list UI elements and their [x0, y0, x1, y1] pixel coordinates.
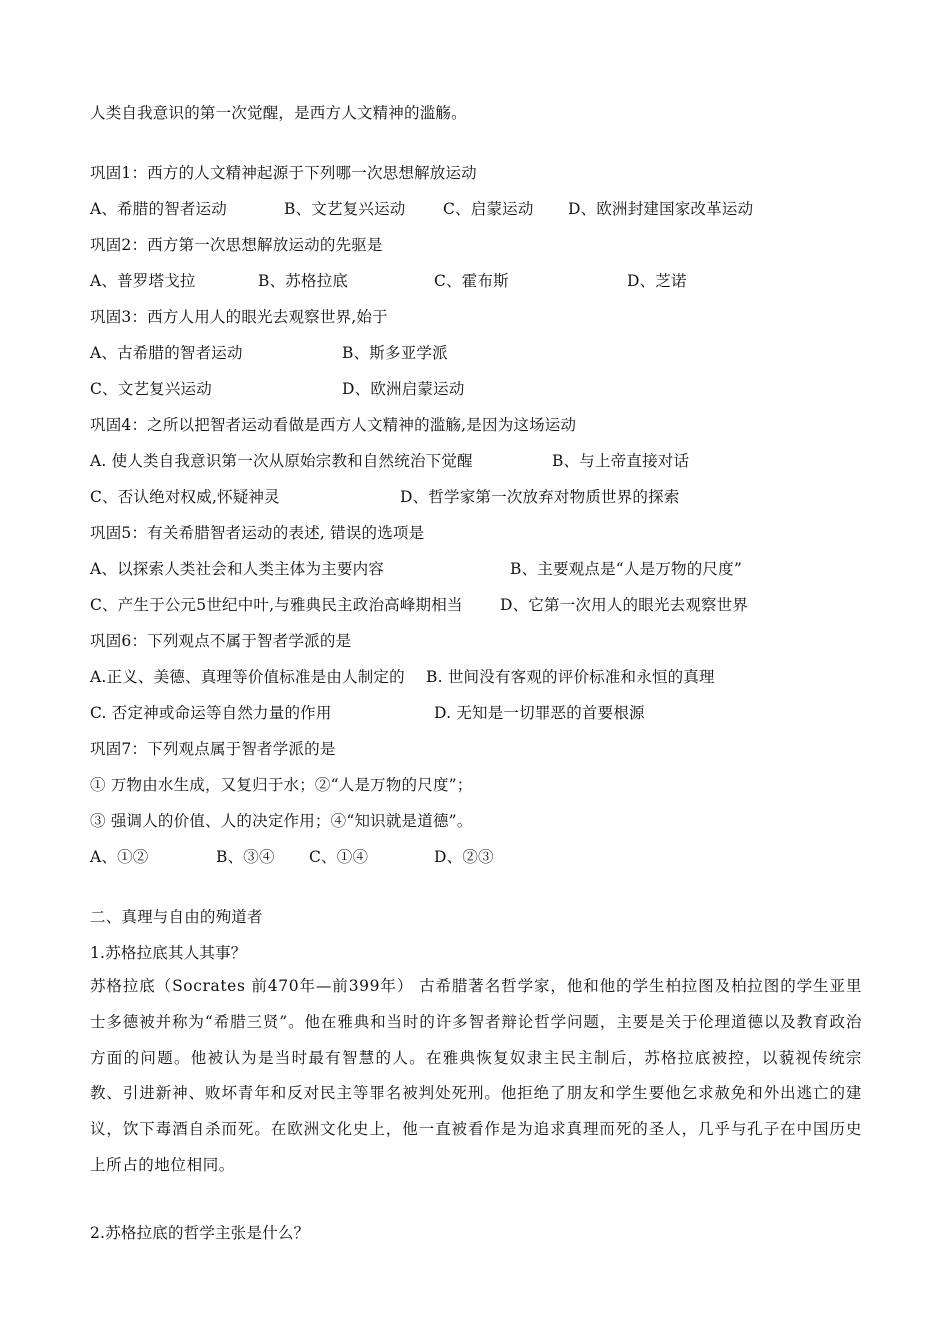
intro-line: 人类自我意识的第一次觉醒，是西方人文精神的滥觞。: [90, 104, 467, 122]
q3-stem: 巩固3：西方人用人的眼光去观察世界,始于: [90, 308, 388, 326]
q5-option-c: C、产生于公元5世纪中叶,与雅典民主政治高峰期相当: [90, 596, 463, 614]
q2-option-d: D、芝诺: [627, 272, 687, 290]
q6-option-a: A.正义、美德、真理等价值标准是由人制定的: [90, 668, 405, 686]
subheading-2: 2.苏格拉底的哲学主张是什么？: [90, 1224, 310, 1242]
q7-option-d: D、②③: [434, 848, 494, 866]
q5-option-d: D、它第一次用人的眼光去观察世界: [500, 596, 749, 614]
q7-option-b: B、③④: [216, 848, 275, 866]
q7-statement-line-1: ① 万物由水生成，又复归于水；②“人是万物的尺度”；: [90, 776, 473, 794]
q7-option-c: C、①④: [309, 848, 369, 866]
q4-option-c: C、否认绝对权威,怀疑神灵: [90, 488, 280, 506]
q4-option-d: D、哲学家第一次放弃对物质世界的探索: [400, 488, 680, 506]
section-heading: 二、真理与自由的殉道者: [90, 908, 263, 926]
q1-option-c: C、启蒙运动: [443, 200, 534, 218]
q1-stem: 巩固1：西方的人文精神起源于下列哪一次思想解放运动: [90, 164, 477, 182]
q6-option-c: C. 否定神或命运等自然力量的作用: [90, 704, 332, 722]
q1-option-a: A、希腊的智者运动: [90, 200, 227, 218]
q2-option-c: C、霍布斯: [434, 272, 509, 290]
q3-option-b: B、斯多亚学派: [342, 344, 448, 362]
q2-option-b: B、苏格拉底: [258, 272, 349, 290]
subheading-1: 1.苏格拉底其人其事？: [90, 944, 247, 962]
q5-stem: 巩固5：有关希腊智者运动的表述, 错误的选项是: [90, 524, 425, 542]
q6-option-b: B. 世间没有客观的评价标准和永恒的真理: [426, 668, 715, 686]
q7-statement-line-2: ③ 强调人的价值、人的决定作用；④“知识就是道德”。: [90, 812, 473, 830]
q1-option-d: D、欧洲封建国家改革运动: [568, 200, 754, 218]
q6-option-d: D. 无知是一切罪恶的首要根源: [434, 704, 645, 722]
q1-option-b: B、文艺复兴运动: [284, 200, 406, 218]
q5-option-b: B、主要观点是“人是万物的尺度”: [510, 560, 742, 578]
q2-option-a: A、普罗塔戈拉: [90, 272, 196, 290]
q6-stem: 巩固6：下列观点不属于智者学派的是: [90, 632, 352, 650]
q4-stem: 巩固4：之所以把智者运动看做是西方人文精神的滥觞,是因为这场运动: [90, 416, 577, 434]
q7-stem: 巩固7：下列观点属于智者学派的是: [90, 740, 336, 758]
q3-option-a: A、古希腊的智者运动: [90, 344, 243, 362]
q2-stem: 巩固2：西方第一次思想解放运动的先驱是: [90, 236, 383, 254]
q7-option-a: A、①②: [90, 848, 149, 866]
q4-option-b: B、与上帝直接对话: [552, 452, 690, 470]
q3-option-d: D、欧洲启蒙运动: [342, 380, 465, 398]
q3-option-c: C、文艺复兴运动: [90, 380, 212, 398]
socrates-paragraph: 苏格拉底（Socrates 前470年—前399年） 古希腊著名哲学家，他和他的学生柏拉图及柏拉图的学生亚里士多德被并称为“希腊三贤”。他在雅典和当时的许多智者辩论哲学问题，主要是关于伦理道德以及教育政治方面的问题。他被认为是当时最有智慧的人。在雅典恢复奴隶主民主制后，苏格拉底被控，以藐视传统宗教、引进新神、败坏青年和反对民主等罪名被判处死刑。他拒绝了朋友和学生要他乞求赦免和外出逃亡的建议，饮下毒酒自杀而死。在欧洲文化史上，他一直被看作是为追求真理而死的圣人，几乎与孔子在中国历史上所占的地位相同。: [90, 977, 862, 1174]
q4-option-a: A. 使人类自我意识第一次从原始宗教和自然统治下觉醒: [90, 452, 473, 470]
q5-option-a: A、以探索人类社会和人类主体为主要内容: [90, 560, 384, 578]
